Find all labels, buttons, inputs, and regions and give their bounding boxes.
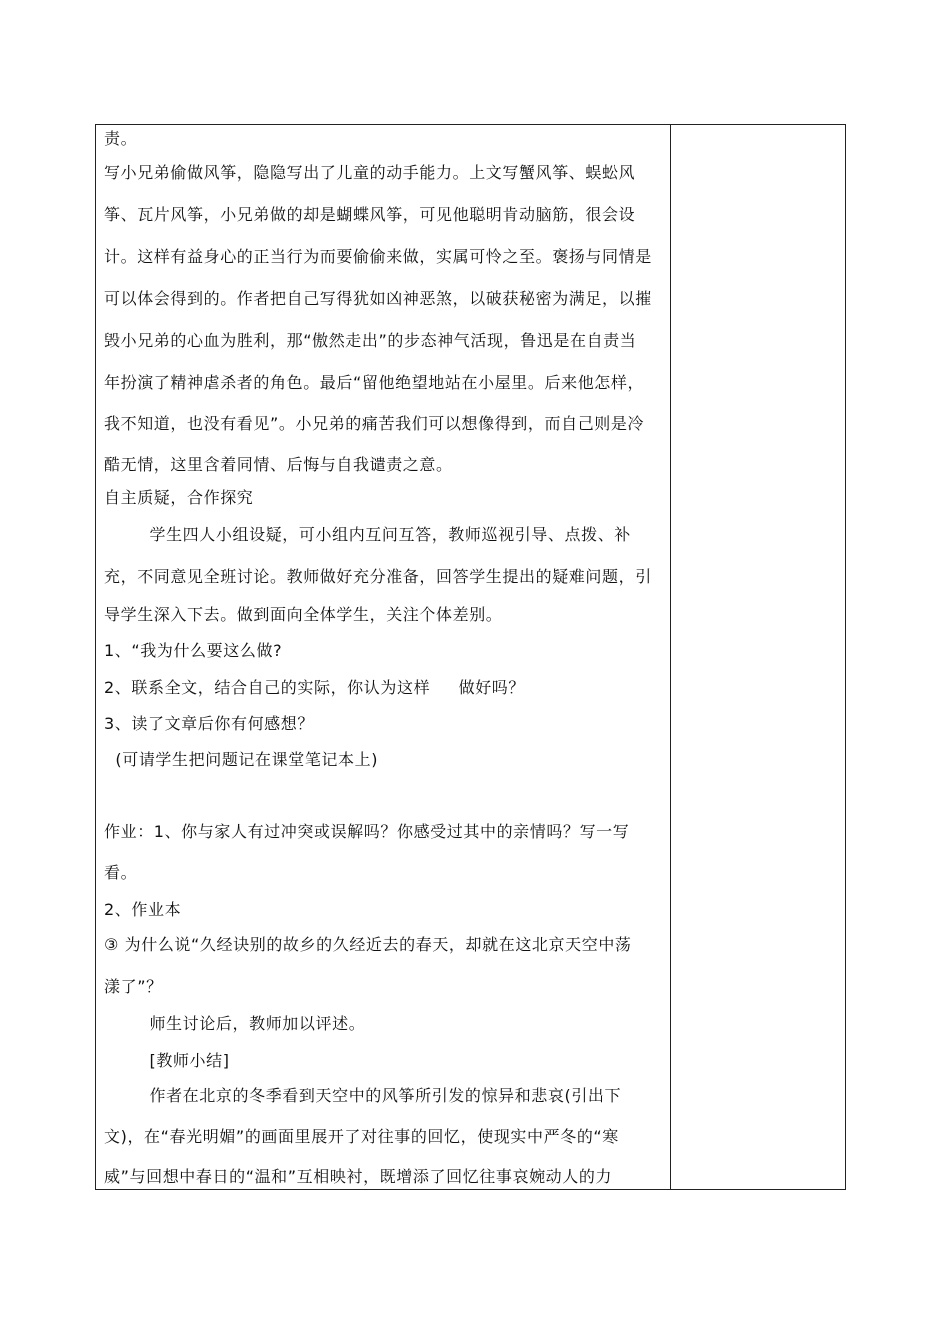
text-line: 文)，在“春光明媚”的画面里展开了对往事的回忆，使现实中严冬的“寒 xyxy=(104,1127,619,1146)
note-line: (可请学生把问题记在课堂笔记本上) xyxy=(104,750,379,769)
question-item: 1、“我为什么要这么做? xyxy=(104,641,283,660)
summary-heading: [教师小结] xyxy=(104,1051,230,1070)
text-line: 师生讨论后，教师加以评述。 xyxy=(104,1014,366,1033)
text-line: 计。这样有益身心的正当行为而要偷偷来做，实属可怜之至。褒扬与同情是 xyxy=(104,247,652,266)
text-line: 我不知道，也没有看见”。小兄弟的痛苦我们可以想像得到，而自己则是冷 xyxy=(104,414,645,433)
text-line: 充，不同意见全班讨论。教师做好充分准备，回答学生提出的疑难问题，引 xyxy=(104,567,652,586)
text-line: 责。 xyxy=(104,129,138,148)
section-heading: 自主质疑，合作探究 xyxy=(104,488,254,507)
text-line: 导学生深入下去。做到面向全体学生，关注个体差别。 xyxy=(104,605,503,624)
text-line: 可以体会得到的。作者把自己写得犹如凶神恶煞，以破获秘密为满足，以摧 xyxy=(104,289,652,308)
side-notes-cell xyxy=(672,125,845,1189)
text-line: 威”与回想中春日的“温和”互相映衬，既增添了回忆往事哀婉动人的力 xyxy=(104,1167,613,1186)
homework-line: 作业：1、你与家人有过冲突或误解吗？你感受过其中的亲情吗？写一写 xyxy=(104,822,630,841)
text-line: 毁小兄弟的心血为胜利，那“傲然走出”的步态神气活现，鲁迅是在自责当 xyxy=(104,331,637,350)
homework-line: 看。 xyxy=(104,863,138,882)
question-item: 2、联系全文，结合自己的实际，你认为这样 做好吗？ xyxy=(104,678,526,697)
text-line: 学生四人小组设疑，可小组内互问互答，教师巡视引导、点拨、补 xyxy=(104,525,631,544)
text-line: 年扮演了精神虐杀者的角色。最后“留他绝望地站在小屋里。后来他怎样， xyxy=(104,373,645,392)
homework-line: 2、作业本 xyxy=(104,900,182,919)
text-line: 漾了”？ xyxy=(104,977,163,996)
column-divider xyxy=(670,125,671,1189)
document-table xyxy=(95,124,846,1190)
text-line: 作者在北京的冬季看到天空中的风筝所引发的惊异和悲哀(引出下 xyxy=(104,1086,622,1105)
text-line: 写小兄弟偷做风筝，隐隐写出了儿童的动手能力。上文写蟹风筝、蜈蚣风 xyxy=(104,163,636,182)
text-line: 酷无情，这里含着同情、后悔与自我谴责之意。 xyxy=(104,455,453,474)
question-item: 3、读了文章后你有何感想？ xyxy=(104,714,314,733)
text-line: 筝、瓦片风筝，小兄弟做的却是蝴蝶风筝，可见他聪明肯动脑筋，很会设 xyxy=(104,205,636,224)
main-content-cell xyxy=(104,125,666,1189)
text-line: ③ 为什么说“久经诀别的故乡的久经近去的春天，却就在这北京天空中荡 xyxy=(104,935,632,954)
